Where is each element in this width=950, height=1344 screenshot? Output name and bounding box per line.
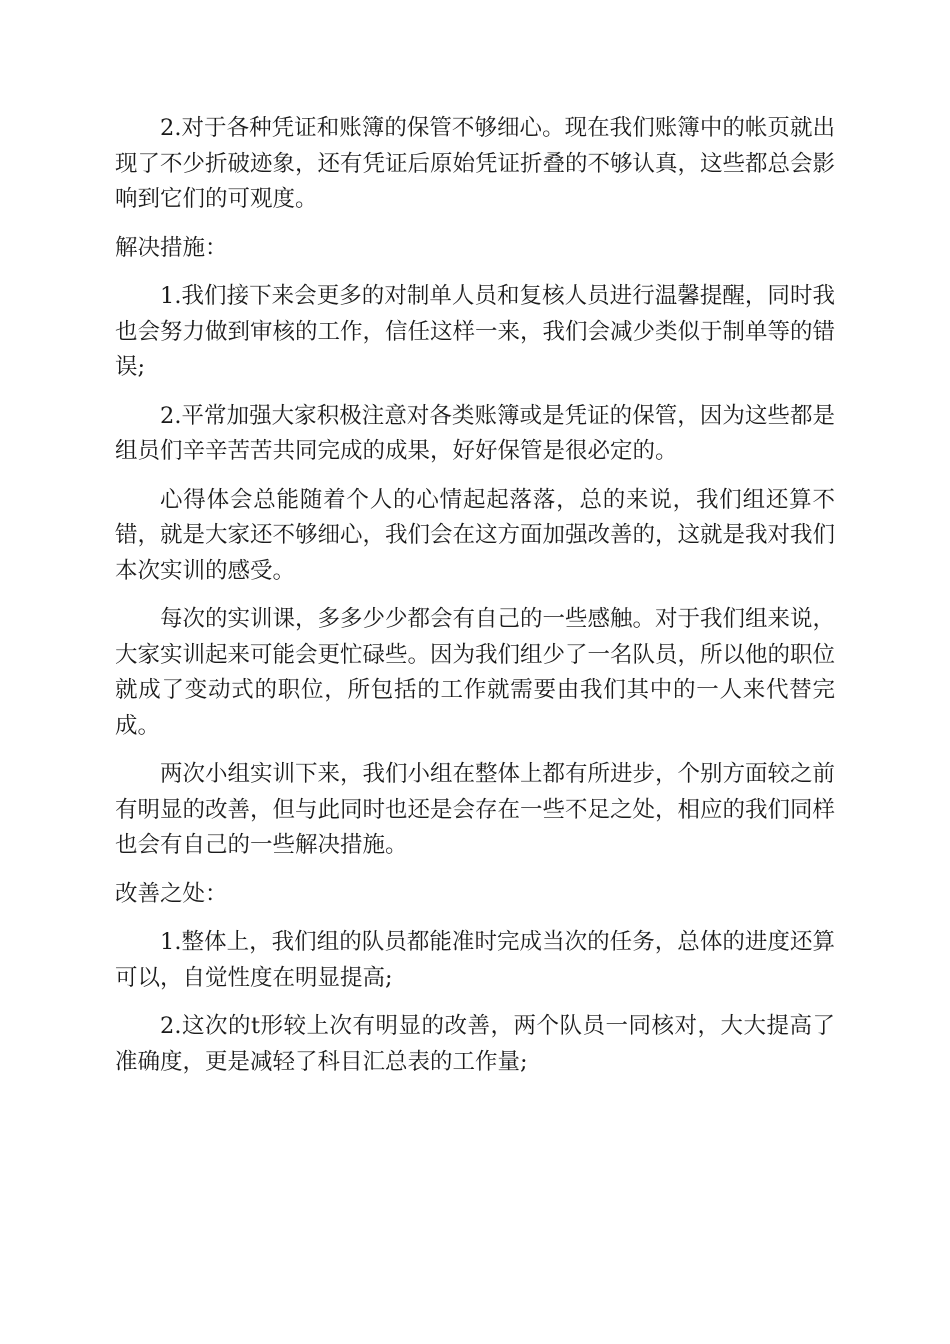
document-page	[115, 111, 835, 1093]
paragraph-training-class: 每次的实训课，多多少少都会有自己的一些感触。对于我们组来说，大家实训起来可能会更忙碌些。因为我们组少了一名队员，所以他的职位就成了变动式的职位，所包括的工作就需要由我们其中的一人来代替完成。	[115, 606, 836, 739]
paragraph-storage-issue: 2.对于各种凭证和账簿的保管不够细心。现在我们账簿中的帐页就出现了不少折破迹象，还有凭证后原始凭证折叠的不够认真，这些都总会影响到它们的可观度。	[115, 115, 836, 212]
paragraph-improvement-2: 2.这次的t形较上次有明显的改善，两个队员一同核对，大大提高了准确度，更是减轻了科目汇总表的工作量;	[115, 1013, 835, 1075]
heading-solutions: 解决措施：	[115, 234, 228, 261]
paragraph-solution-2: 2.平常加强大家积极注意对各类账簿或是凭证的保管，因为这些都是组员们辛辛苦苦共同完成的成果，好好保管是很必定的。	[115, 402, 835, 464]
paragraph-progress: 两次小组实训下来，我们小组在整体上都有所进步，个别方面较之前有明显的改善，但与此同时也还是会存在一些不足之处，相应的我们同样也会有自己的一些解决措施。	[115, 761, 836, 858]
paragraph-reflection: 心得体会总能随着个人的心情起起落落，总的来说，我们组还算不错，就是大家还不够细心，我们会在这方面加强改善的，这就是我对我们本次实训的感受。	[115, 486, 836, 584]
heading-improvements: 改善之处：	[115, 880, 228, 907]
paragraph-improvement-1: 1.整体上，我们组的队员都能准时完成当次的任务，总体的进度还算可以，自觉性度在明显提高;	[115, 929, 835, 991]
paragraph-solution-1: 1.我们接下来会更多的对制单人员和复核人员进行温馨提醒，同时我也会努力做到审核的工作，信任这样一来，我们会减少类似于制单等的错误;	[115, 283, 836, 380]
